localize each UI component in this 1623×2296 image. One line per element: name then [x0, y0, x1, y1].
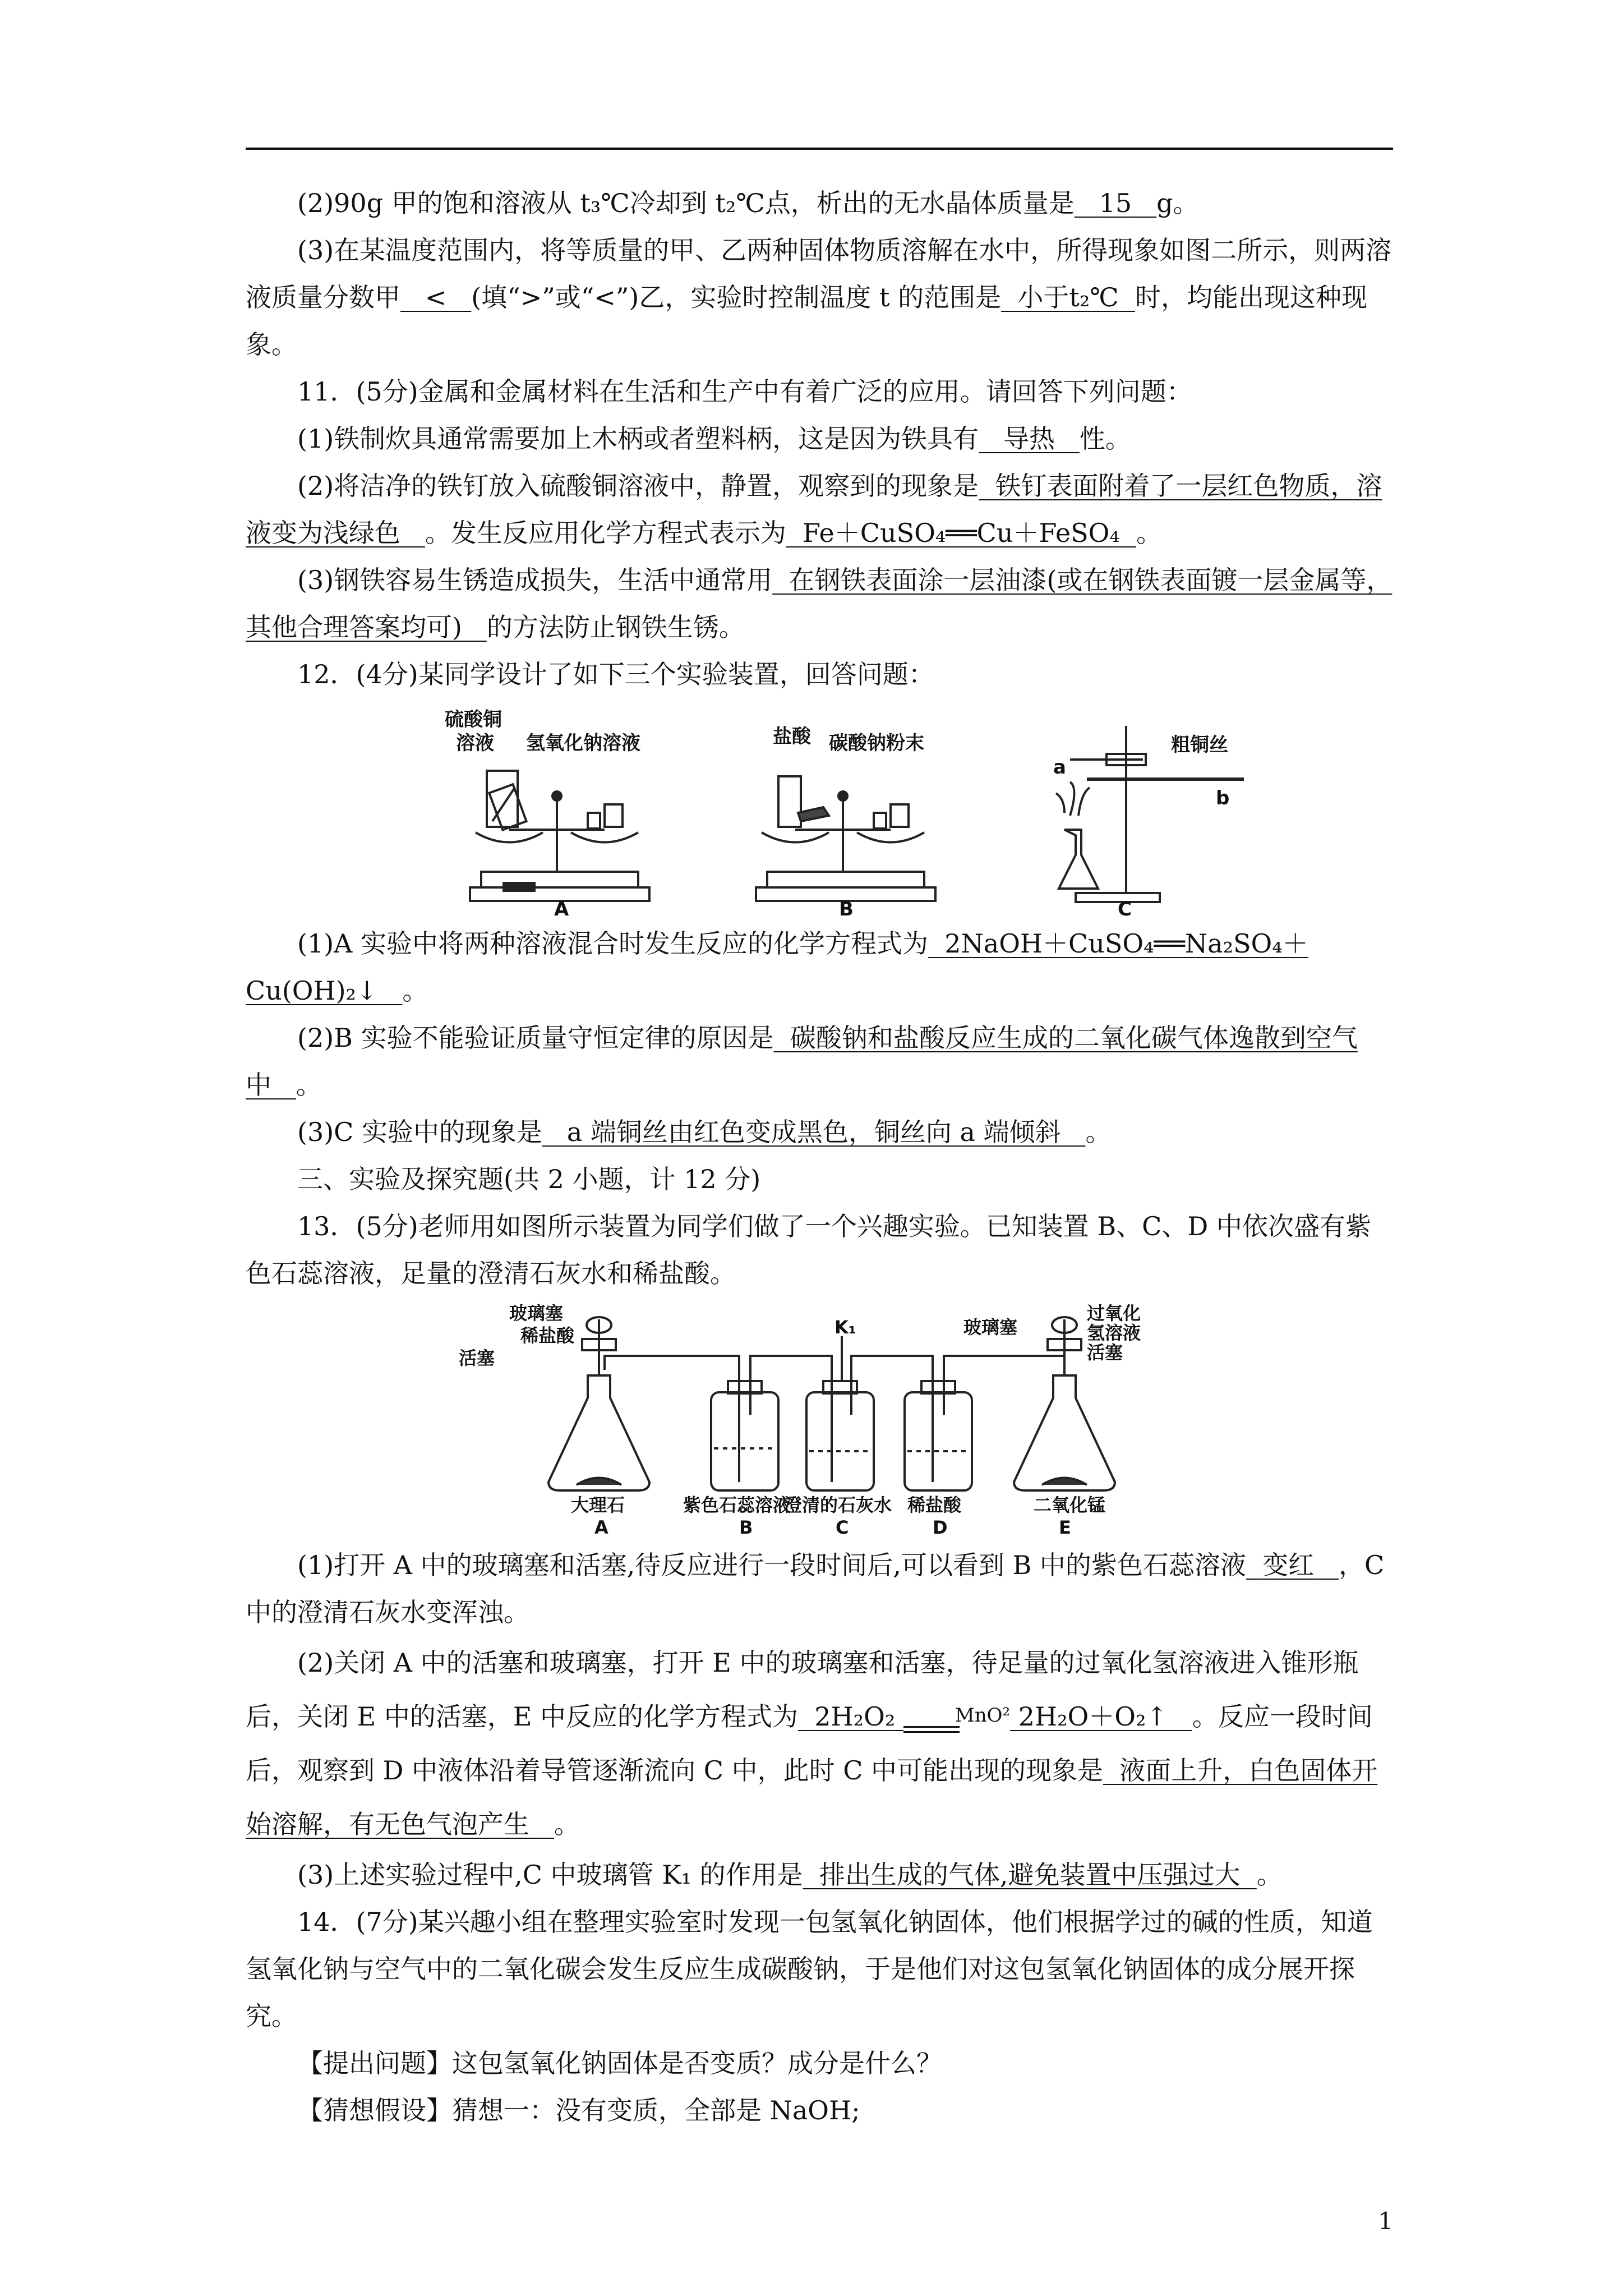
q12-figure: [246, 703, 1393, 917]
q14-stem: 14．(7分)某兴趣小组在整理实验室时发现一包氢氧化钠固体，他们根据学过的碱的性质，知道氢氧化钠与空气中的二氧化碳会发生反应生成碳酸钠，于是他们对这包氢氧化钠固体的成分展开探究。: [246, 1907, 1373, 2031]
label-cuso4: 硫酸铜: [445, 708, 502, 731]
q14-question-text: 这包氢氧化钠固体是否变质？成分是什么？: [452, 2048, 942, 2078]
document-body: [246, 180, 1393, 2134]
caption-a: A: [554, 898, 569, 917]
caption-d: D: [933, 1517, 948, 1538]
double-bar: [903, 1726, 960, 1733]
q13-part3-answer: [803, 1860, 1257, 1890]
q12-apparatus-diagram: [246, 703, 1393, 917]
q11-part1-text: (1)铁制炊具通常需要加上木柄或者塑料柄，这是因为铁具有: [297, 424, 979, 454]
q14-hypothesis-label: 【猜想假设】: [297, 2095, 452, 2125]
q11-part1-answer: [979, 424, 1080, 454]
q12-part3-tail: 。: [1085, 1117, 1112, 1147]
label-limewater: 澄清的石灰水: [784, 1494, 892, 1516]
label-dilute-hcl-d: 稀盐酸: [907, 1494, 962, 1516]
q11-part1: [246, 415, 1393, 462]
q12-part3: [246, 1108, 1393, 1156]
caption-c: C: [836, 1517, 849, 1538]
label-valve-right: 活塞: [1087, 1342, 1123, 1363]
answer-text: 导热: [1003, 424, 1055, 454]
q10-part2: [246, 180, 1393, 227]
q13-figure: [246, 1303, 1393, 1538]
q11-part2-tail: 。: [1136, 518, 1162, 548]
answer-text: 碳酸钠和盐酸反应生成的二氧化碳气体逸散到空气中: [246, 1023, 1358, 1100]
q11-part2-mid: 。发生反应用化学方程式表示为: [425, 518, 786, 548]
label-glass-stopper-right: 玻璃塞: [963, 1317, 1018, 1338]
q14-question-label: 【提出问题】: [297, 2048, 452, 2078]
q13-part1-answer: [1246, 1550, 1339, 1580]
q13-part2-answer1: [798, 1701, 1192, 1732]
q11-part3-tail: 的方法防止钢铁生锈。: [486, 612, 745, 642]
label-hcl: 盐酸: [773, 725, 811, 748]
q12-part2-text: (2)B 实验不能验证质量守恒定律的原因是: [297, 1023, 774, 1053]
q10-part2-tail: g。: [1156, 188, 1199, 218]
q12-part3-text: (3)C 实验中的现象是: [297, 1117, 542, 1147]
answer-text: 排出生成的气体,避免装置中压强过大: [819, 1860, 1241, 1890]
q14-hypothesis-text: 猜想一：没有变质，全部是 NaOH;: [452, 2095, 860, 2125]
q10-part2-text: (2)90g 甲的饱和溶液从 t₃℃冷却到 t₂℃点，析出的无水晶体质量是: [297, 188, 1075, 218]
label-copper-wire: 粗铜丝: [1171, 734, 1228, 756]
q11-part2-answer2: [786, 518, 1136, 548]
q13-part2-mid: 。反应一段时间后，观察到 D 中液体沿着导管逐渐流向 C 中，此时 C 中可能出现的现象是: [246, 1701, 1373, 1786]
balance-b-drawing: [756, 776, 935, 901]
label-end-a: a: [1053, 756, 1066, 779]
q10-part3-mid: (填“>”或“<”)乙，实验时控制温度 t 的范围是: [471, 282, 1002, 312]
label-h2o2-1: 过氧化: [1087, 1303, 1141, 1324]
q12-stem: 12．(4分)某同学设计了如下三个实验装置，回答问题：: [297, 659, 934, 689]
label-marble: 大理石: [571, 1494, 625, 1516]
catalyst-condition: [903, 1705, 1010, 1733]
q11-part2: [246, 462, 1393, 556]
label-h2o2-2: 氢溶液: [1087, 1322, 1141, 1343]
bottle-d: [905, 1381, 972, 1490]
q13-part2-tail: 。: [554, 1809, 580, 1839]
bottle-b: [711, 1381, 778, 1490]
q10-part3-answer1: [400, 282, 471, 312]
answer-text: a 端铜丝由红色变成黑色，铜丝向 a 端倾斜: [566, 1117, 1061, 1147]
q10-part3-text: (3)在某温度范围内，将等质量的甲、乙两种固体物质溶解在水中，所得现象如图二所示，则两溶液质量分数甲: [246, 235, 1392, 312]
answer-text: 变红: [1262, 1550, 1315, 1580]
answer-text: 2NaOH＋CuSO₄══Na₂SO₄＋Cu(OH)₂↓: [246, 928, 1308, 1006]
label-k1: K₁: [834, 1317, 856, 1338]
label-valve-left: 活塞: [459, 1347, 495, 1369]
q13-part2: [246, 1636, 1393, 1851]
balance-a-drawing: [470, 771, 649, 901]
label-dilute-hcl-left: 稀盐酸: [520, 1325, 575, 1346]
answer-text: 小于t₂℃: [1017, 282, 1119, 312]
label-end-b: b: [1216, 787, 1230, 809]
q12-part2-tail: 。: [296, 1070, 322, 1100]
q13-part3: [246, 1851, 1393, 1898]
q11-part2-text: (2)将洁净的铁钉放入硫酸铜溶液中，静置，观察到的现象是: [297, 471, 979, 501]
q13-apparatus-diagram: [246, 1303, 1393, 1538]
label-litmus: 紫色石蕊溶液: [683, 1494, 791, 1516]
answer-text: Fe＋CuSO₄══Cu＋FeSO₄: [803, 518, 1120, 548]
q13-part3-tail: 。: [1256, 1860, 1283, 1890]
q11-part3-text: (3)钢铁容易生锈造成损失，生活中通常用: [297, 565, 773, 595]
label-naoh: 氢氧化钠溶液: [526, 732, 640, 754]
q12-part2: [246, 1014, 1393, 1108]
q11-part3: [246, 556, 1393, 651]
q10-part3-tail: 时，均能出现这种现象。: [246, 282, 1367, 360]
q13-part1-tail: ，C 中的澄清石灰水变浑浊。: [246, 1550, 1385, 1627]
equation-right: 2H₂O＋O₂↑: [1018, 1701, 1168, 1732]
equation-left: 2H₂O₂: [814, 1701, 896, 1732]
q11-stem: 11．(5分)金属和金属材料在生活和生产中有着广泛的应用。请回答下列问题：: [297, 376, 1192, 407]
answer-text: 在钢铁表面涂一层油漆(或在钢铁表面镀一层金属等，其他合理答案均可): [246, 565, 1393, 642]
caption-b: B: [839, 898, 854, 917]
q12-part1: [246, 920, 1393, 1014]
answer-text: 铁钉表面附着了一层红色物质，溶液变为浅绿色: [246, 471, 1382, 548]
label-mno2: 二氧化锰: [1034, 1494, 1106, 1516]
caption-a: A: [594, 1517, 608, 1538]
q13-stem: 13．(5分)老师用如图所示装置为同学们做了一个兴趣实验。已知装置 B、C、D 中依次盛有紫色石蕊溶液，足量的澄清石灰水和稀盐酸。: [246, 1211, 1371, 1289]
answer-text: <: [425, 282, 447, 312]
section-heading: 三、实验及探究题(共 2 小题，计 12 分): [297, 1164, 761, 1194]
q13-part1: [246, 1542, 1393, 1636]
catalyst-text: MnO²: [955, 1704, 1011, 1727]
caption-c: C: [1118, 898, 1132, 917]
q10-part3-answer2: [1001, 282, 1135, 312]
q14-hypothesis: [246, 2087, 1393, 2134]
q13-part2-text: (2)关闭 A 中的活塞和玻璃塞，打开 E 中的玻璃塞和活塞，待足量的过氧化氢溶液进入锥形瓶后，关闭 E 中的活塞，E 中反应的化学方程式为: [246, 1648, 1359, 1732]
q12-part1-text: (1)A 实验中将两种溶液混合时发生反应的化学方程式为: [297, 928, 929, 959]
caption-b: B: [739, 1517, 753, 1538]
header-rule: [246, 148, 1393, 150]
answer-text: 15: [1099, 188, 1132, 218]
label-glass-stopper-left: 玻璃塞: [509, 1303, 564, 1324]
q12-part1-tail: 。: [402, 976, 428, 1006]
page-number: 1: [1378, 2207, 1393, 2235]
q10-part2-answer: [1075, 188, 1156, 218]
q13-part3-text: (3)上述实验过程中,C 中玻璃管 K₁ 的作用是: [297, 1860, 803, 1890]
label-na2co3: 碳酸钠粉末: [829, 732, 924, 754]
answer-text: 液面上升，白色固体开始溶解，有无色气泡产生: [246, 1755, 1378, 1839]
q12-part3-answer: [542, 1117, 1085, 1147]
q10-part3: [246, 227, 1393, 368]
bottle-c: [806, 1336, 874, 1490]
caption-e: E: [1059, 1517, 1071, 1538]
q14-question: [246, 2040, 1393, 2087]
q11-part1-tail: 性。: [1079, 424, 1131, 454]
q13-part1-text: (1)打开 A 中的玻璃塞和活塞,待反应进行一段时间后,可以看到 B 中的紫色石蕊溶液: [297, 1550, 1246, 1580]
label-solution: 溶液: [456, 732, 494, 754]
